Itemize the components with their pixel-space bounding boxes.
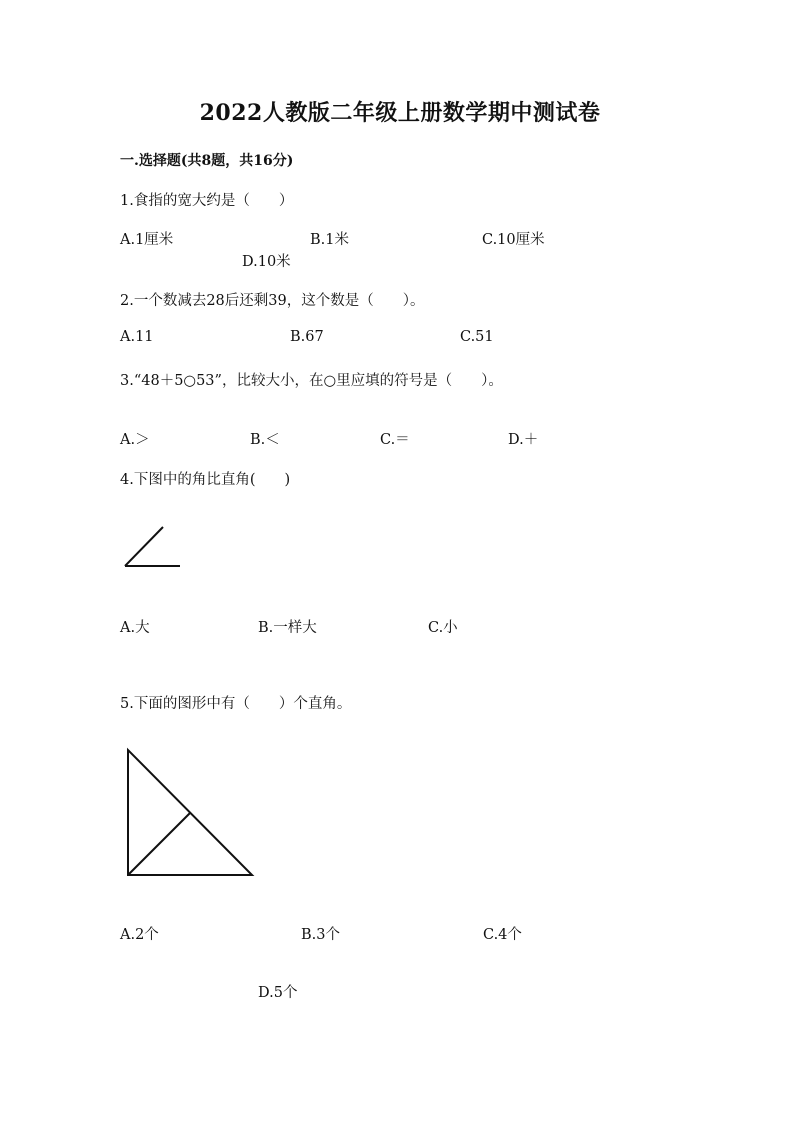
- question-3-option-d: D.＋: [508, 432, 539, 448]
- question-5-option-c: C.4个: [483, 927, 522, 943]
- question-5-stem: 5.下面的图形中有（ ）个直角。: [120, 696, 352, 712]
- question-1-option-d: D.10米: [242, 254, 291, 270]
- question-1-option-a: A.1厘米: [120, 232, 174, 248]
- question-4-option-b: B.一样大: [258, 620, 317, 636]
- question-1-option-b: B.1米: [310, 232, 349, 248]
- question-2-option-b: B.67: [290, 329, 324, 345]
- question-5-option-b: B.3个: [301, 927, 340, 943]
- page-title: 2022人教版二年级上册数学期中测试卷: [199, 100, 601, 126]
- question-3-stem: 3.“48＋5○53”，比较大小，在○里应填的符号是（ ）。: [120, 373, 503, 389]
- question-3-option-a: A.＞: [120, 432, 150, 448]
- question-1-stem: 1.食指的宽大约是（ ）: [120, 193, 294, 209]
- question-4-option-a: A.大: [120, 620, 150, 636]
- question-2-option-c: C.51: [460, 329, 494, 345]
- question-1-option-c: C.10厘米: [482, 232, 545, 248]
- question-3-option-b: B.＜: [250, 432, 280, 448]
- question-2-stem: 2.一个数减去28后还剩39，这个数是（ ）。: [120, 293, 425, 309]
- triangle-inner-line: [128, 813, 190, 875]
- question-4-stem: 4.下图中的角比直角( ): [120, 472, 291, 488]
- question-5-option-a: A.2个: [120, 927, 159, 943]
- question-4-option-c: C.小: [428, 620, 458, 636]
- question-2-option-a: A.11: [120, 329, 154, 345]
- section-heading: 一.选择题(共8题，共16分): [120, 153, 294, 169]
- question-3-option-c: C.＝: [380, 432, 410, 448]
- question-5-option-d: D.5个: [258, 985, 298, 1001]
